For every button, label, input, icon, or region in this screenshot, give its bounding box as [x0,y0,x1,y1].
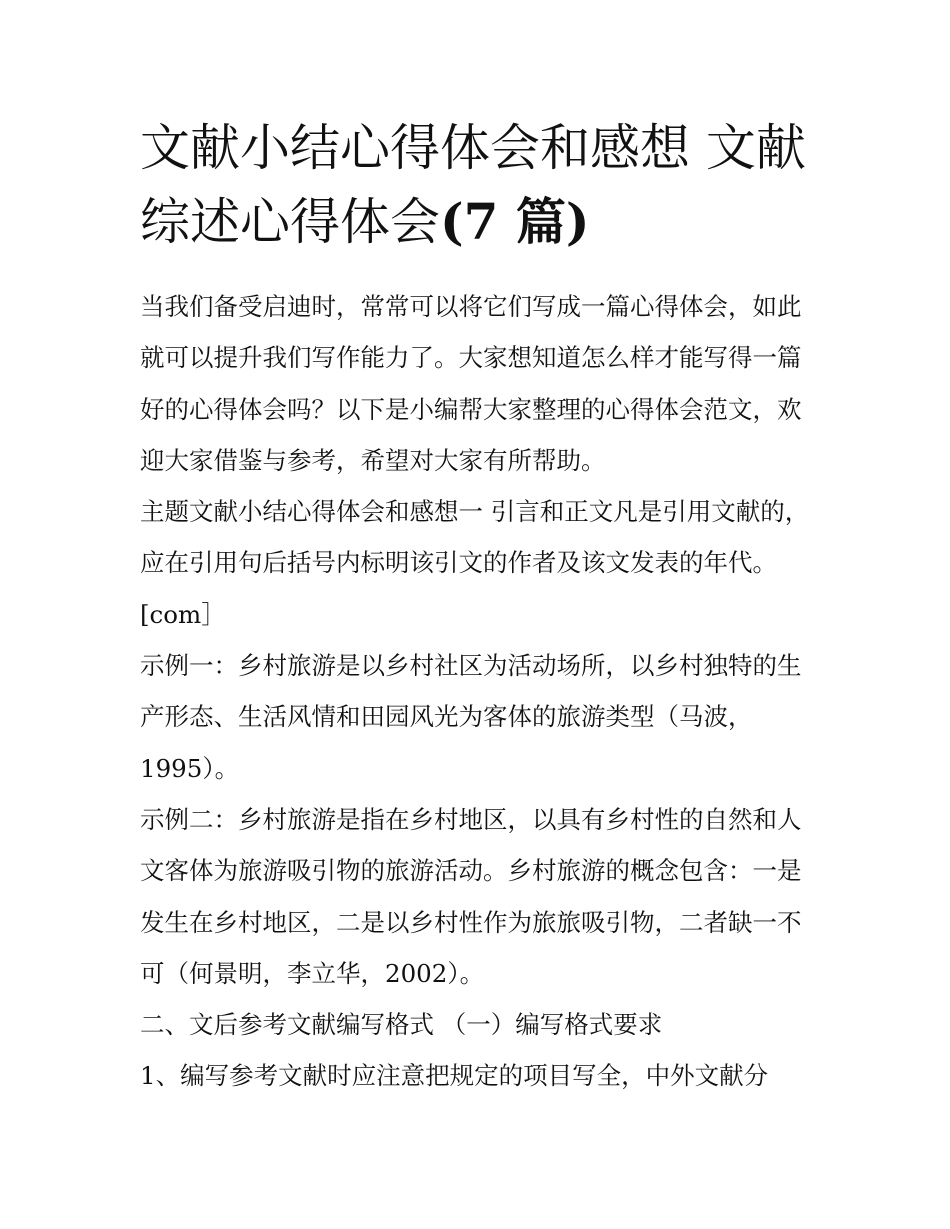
section-heading: 二、文后参考文献编写格式 （一）编写格式要求 [140,1010,663,1040]
title-main: 文献小结心得体会和感想 文献综述心得体会 [140,119,806,251]
paragraph-theme: 主题文献小结心得体会和感想一 引言和正文凡是引用文献的，应在引用句后括号内标明该引文的作者及该文发表的年代。[com］ [140,497,810,629]
paragraph-example-one: 示例一：乡村旅游是以乡村社区为活动场所，以乡村独特的生产形态、生活风情和田园风光为客体的旅游类型（马波，1995）。 [140,651,802,783]
title-suffix: (7 篇) [440,192,590,251]
document-title [140,112,820,259]
paragraph-list-item-1: 1、编写参考文献时应注意把规定的项目写全，中外文献分 [140,1061,769,1091]
paragraph-intro: 当我们备受启迪时，常常可以将它们写成一篇心得体会，如此就可以提升我们写作能力了。大家想知道怎么样才能写得一篇好的心得体会吗？以下是小编帮大家整理的心得体会范文，欢迎大家借鉴与参考，希望对大家有所帮助。 [140,292,802,475]
document-page [140,112,820,1102]
paragraph-example-two: 示例二：乡村旅游是指在乡村地区，以具有乡村性的自然和人文客体为旅游吸引物的旅游活动。乡村旅游的概念包含：一是发生在乡村地区，二是以乡村性作为旅旅吸引物，二者缺一不可（何景明，李立华，2002）。 [140,804,802,988]
